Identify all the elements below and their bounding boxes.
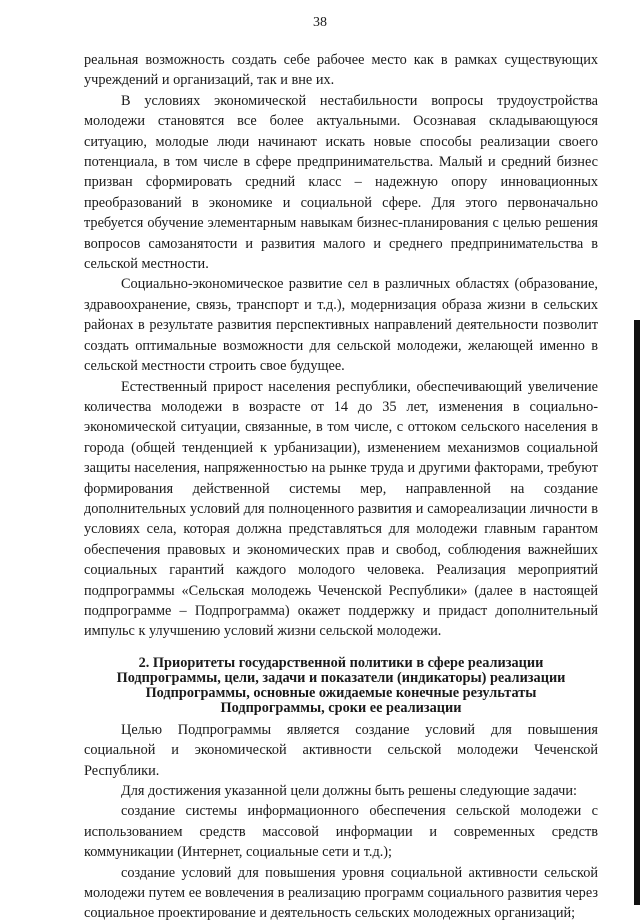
paragraph-continuation: реальная возможность создать себе рабочее место как в рамках существующих учреждений и организаций, так и вне их. bbox=[84, 52, 598, 89]
section-heading-line: Подпрограммы, цели, задачи и показатели (индикаторы) реализации bbox=[116, 669, 566, 686]
paragraph-goal: Целью Подпрограммы является создание условий для повышения социальной и экономической активности сельской молодежи Чеченской Республики. bbox=[84, 721, 598, 779]
section-heading-line: Подпрограммы, сроки ее реализации bbox=[220, 699, 462, 716]
page-number: 38 bbox=[313, 15, 327, 30]
section-heading bbox=[84, 656, 598, 716]
paragraph-task-information: создание системы информационного обеспечения сельской молодежи с использованием средств массовой информации и современных средств коммуникации (Интернет, социальные сети и т.д.); bbox=[84, 803, 598, 861]
paragraph-task-activity: создание условий для повышения уровня социальной активности сельской молодежи путем ее вовлечения в реализацию программ социального развития через социальное проектирование и деятельность сельских молодежных организаций; bbox=[84, 864, 598, 922]
section-heading-line: Подпрограммы, основные ожидаемые конечные результаты bbox=[145, 684, 537, 701]
paragraph-rural-development: Социально-экономическое развитие сел в различных областях (образование, здравоохранение, связь, транспорт и т.д.), модернизация образа жизни в сельских районах в результате развития перспективных направлений деятельности позволит создать оптимальные возможности для сельской молодежи, желающей именно в сельской местности строить свое будущее. bbox=[84, 276, 598, 375]
paragraph-tasks-intro: Для достижения указанной цели должны быть решены следующие задачи: bbox=[121, 783, 577, 799]
paragraph-employment: В условиях экономической нестабильности вопросы трудоустройства молодежи становятся все более актуальными. Осознавая складывающуюся ситуацию, молодые люди начинают искать новые способы реализации своего потенциала, в том числе в сфере предпринимательства. Малый и средний бизнес призван сформировать средний класс – надежную опору инновационных преобразований в экономике и социальной сфере. Для этого первоначально требуется обучение элементарным навыкам бизнес-планирования с целью решения вопросов самозанятости и развития малого и среднего предпринимательства в сельской местности. bbox=[84, 92, 598, 273]
scan-edge-shadow bbox=[634, 320, 640, 905]
section-heading-line: 2. Приоритеты государственной политики в сфере реализации bbox=[138, 654, 544, 671]
page-body bbox=[84, 50, 598, 924]
paragraph-population-growth: Естественный прирост населения республики, обеспечивающий увеличение количества молодежи в возрасте от 14 до 35 лет, изменения в социально-экономической ситуации, связанные, в том числе, с оттоком сельского населения в города (общей тенденцией к урбанизации), изменением механизмов социальной защиты населения, напряженностью на рынке труда и другими факторами, требуют формирования действенной системы мер, направленной на создание дополнительных условий для полноценного развития и самореализации личности в условиях села, которая должна представляться для молодежи главным гарантом обеспечения правовых и экономических прав и свобод, соблюдения важнейших социальных гарантий каждого молодого человека. Реализация мероприятий подпрограммы «Сельская молодежь Чеченской Республики» (далее в настоящей подпрограмме – Подпрограмма) окажет поддержку и придаст дополнительный импульс к улучшению условий жизни сельской молодежи. bbox=[84, 378, 598, 640]
